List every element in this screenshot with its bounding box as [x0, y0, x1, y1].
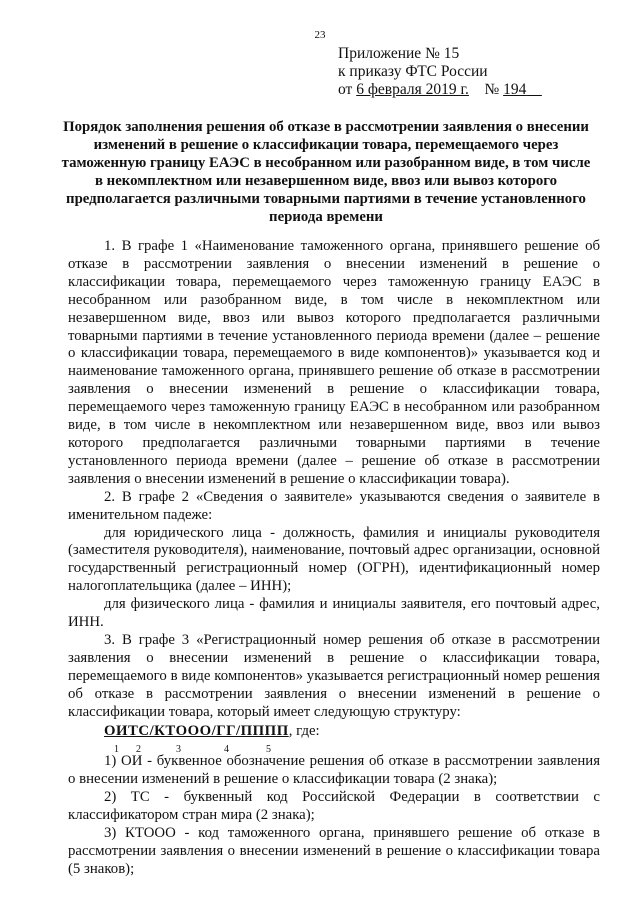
structure-part-1: 1 — [114, 744, 119, 756]
structure-code: ОИТС/КТООО/ГГ/ПППП — [104, 723, 289, 740]
paragraph-1: 1. В графе 1 «Наименование таможенного органа, принявшего решение об отказе в рассмотрении заявления о внесении изменений в решение о классификации товара, перемещаемого через таможенную границу ЕАЭС в несобранном или разобранном виде, в том числе в некомплектном или незавершенном виде, ввоз или вывоз которого предполагается различными товарными партиями в течение установленного периода времени (далее – решение о классификации товара, перемещаемого в виде компонентов)» указывается код и наименование таможенного органа, принявшего решение об отказе в рассмотрении заявления о внесении изменений в решение о классификации товара, перемещаемого через таможенную границу ЕАЭС в несобранном или разобранном виде, в том числе в некомплектном или незавершенном виде, ввоз или вывоз которого предполагается различными товарными партиями в течение установленного периода времени (далее – решение об отказе в рассмотрении заявления о внесении изменений в решение о классификации товара). — [68, 238, 600, 487]
number-structure — [104, 723, 600, 756]
list-item-2: 2) ТС - буквенный код Российской Федерации в соответствии с классификатором стран мира (2 знака); — [68, 789, 600, 824]
approval-date: 6 февраля 2019 г. — [356, 81, 469, 98]
paragraph-2: 2. В графе 2 «Сведения о заявителе» указываются сведения о заявителе в именительном падеже: — [68, 488, 600, 523]
document-title: Порядок заполнения решения об отказе в рассмотрении заявления о внесении изменений в решение о классификации товара, перемещаемого через таможенную границу ЕАЭС в несобранном или разобранном виде, в том числе в некомплектном или незавершенном виде, ввоз или вывоз которого предполагается различными товарными партиями в течение установленного периода времени — [61, 119, 591, 225]
paragraph-2-individual: для физического лица - фамилия и инициалы заявителя, его почтовый адрес, ИНН. — [68, 596, 600, 631]
approval-date-prefix: от — [338, 81, 357, 98]
paragraph-3: 3. В графе 3 «Регистрационный номер решения об отказе в рассмотрении заявления о внесении изменений в решение о классификации товара, перемещаемого в виде компонентов» указывается регистрационный номер решения об отказе в рассмотрении заявления о внесении изменений в решение о классификации товара, который имеет следующую структуру: — [68, 631, 600, 720]
list-item-1: 1) ОИ - буквенное обозначение решения об отказе в рассмотрении заявления о внесении изменений в решение о классификации товара (2 знака); — [68, 753, 600, 788]
approval-number-prefix: № — [484, 81, 504, 98]
paragraph-2-legal-entity: для юридического лица - должность, фамилия и инициалы руководителя (заместителя руководителя), наименование, почтовый адрес организации, основной государственный регистрационный номер (ОГРН), идентификационный номер налогоплательщика (далее – ИНН); — [68, 524, 600, 595]
structure-part-5: 5 — [266, 744, 271, 756]
page-number: 23 — [314, 29, 326, 41]
approval-line-3 — [338, 81, 542, 99]
structure-part-2: 2 — [136, 744, 141, 756]
list-item-3: 3) КТООО - код таможенного органа, принявшего решение об отказе в рассмотрении заявления о внесении изменений в решение о классификации товара (5 знаков); — [68, 825, 600, 877]
approval-block — [338, 45, 542, 99]
approval-line-1: Приложение № 15 — [338, 45, 460, 62]
approval-number: 194 — [503, 81, 527, 98]
document-body — [68, 238, 600, 879]
structure-part-4: 4 — [224, 744, 229, 756]
structure-part-3: 3 — [176, 744, 181, 756]
structure-suffix: , где: — [288, 723, 320, 740]
approval-line-2: к приказу ФТС России — [338, 63, 488, 80]
